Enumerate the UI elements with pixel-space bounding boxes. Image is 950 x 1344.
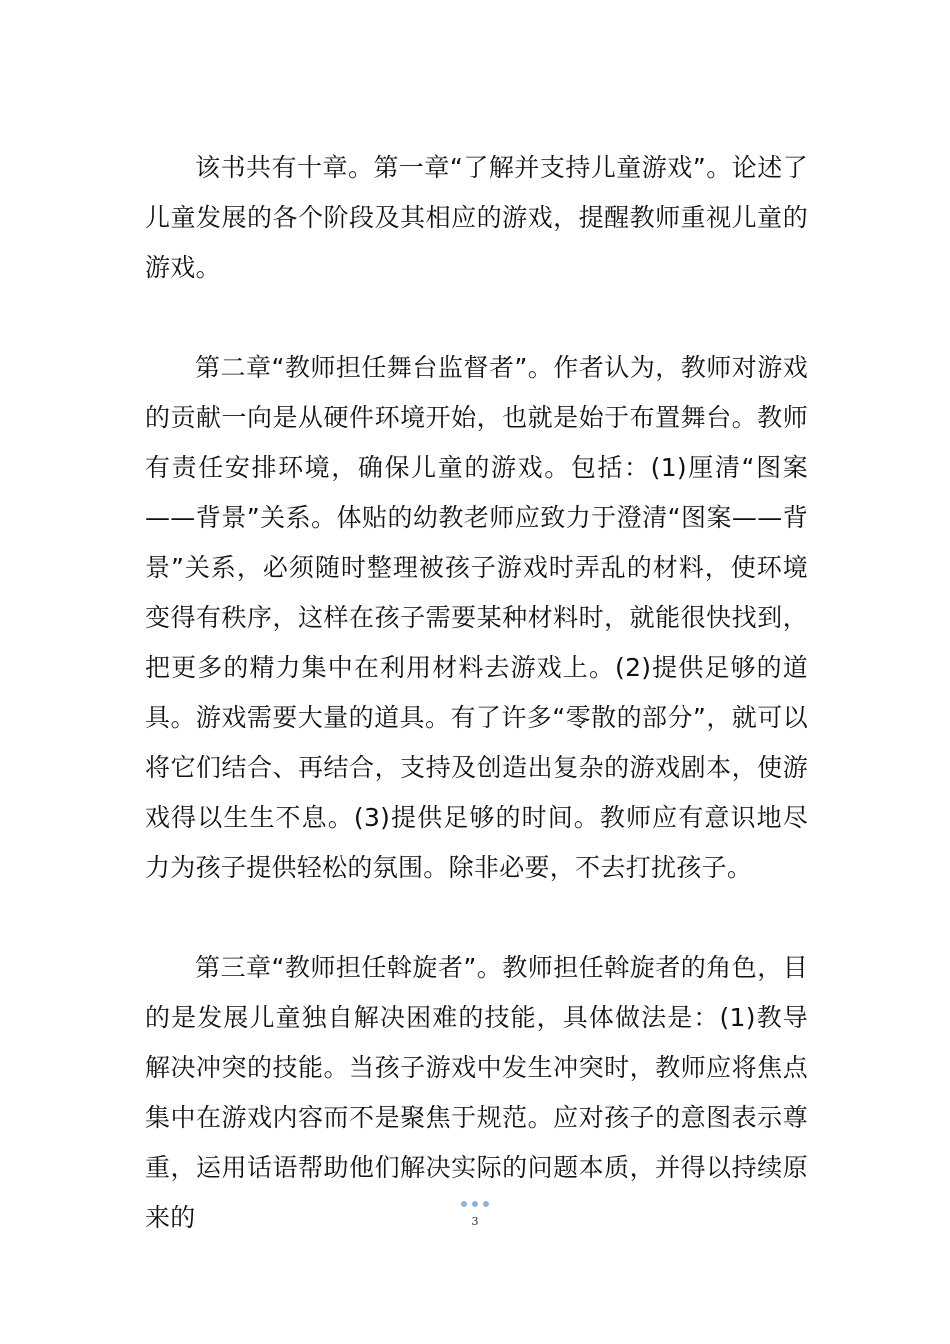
document-body: [145, 143, 808, 1243]
paragraph-chapter-overview: 该书共有十章。第一章“了解并支持儿童游戏”。论述了儿童发展的各个阶段及其相应的游戏，提醒教师重视儿童的游戏。: [145, 153, 808, 282]
dot-icon: [472, 1201, 478, 1207]
dot-icon: [461, 1201, 467, 1207]
paragraph-chapter-three: 第三章“教师担任斡旋者”。教师担任斡旋者的角色，目的是发展儿童独自解决困难的技能，具体做法是：(1)教导解决冲突的技能。当孩子游戏中发生冲突时，教师应将焦点集中在游戏内容而不是聚焦于规范。应对孩子的意图表示尊重，运用话语帮助他们解决实际的问题本质，并得以持续原来的: [145, 953, 808, 1232]
paragraph-chapter-two: 第二章“教师担任舞台监督者”。作者认为，教师对游戏的贡献一向是从硬件环境开始，也就是始于布置舞台。教师有责任安排环境，确保儿童的游戏。包括：(1)厘清“图案——背景”关系。体贴的幼教老师应致力于澄清“图案——背景”关系，必须随时整理被孩子游戏时弄乱的材料，使环境变得有秩序，这样在孩子需要某种材料时，就能很快找到，把更多的精力集中在利用材料去游戏上。(2)提供足够的道具。游戏需要大量的道具。有了许多“零散的部分”，就可以将它们结合、再结合，支持及创造出复杂的游戏剧本，使游戏得以生生不息。(3)提供足够的时间。教师应有意识地尽力为孩子提供轻松的氛围。除非必要，不去打扰孩子。: [145, 353, 808, 882]
page-number: 3: [471, 1215, 479, 1228]
dot-icon: [483, 1201, 489, 1207]
page-separator-dots-icon: [0, 1201, 950, 1207]
